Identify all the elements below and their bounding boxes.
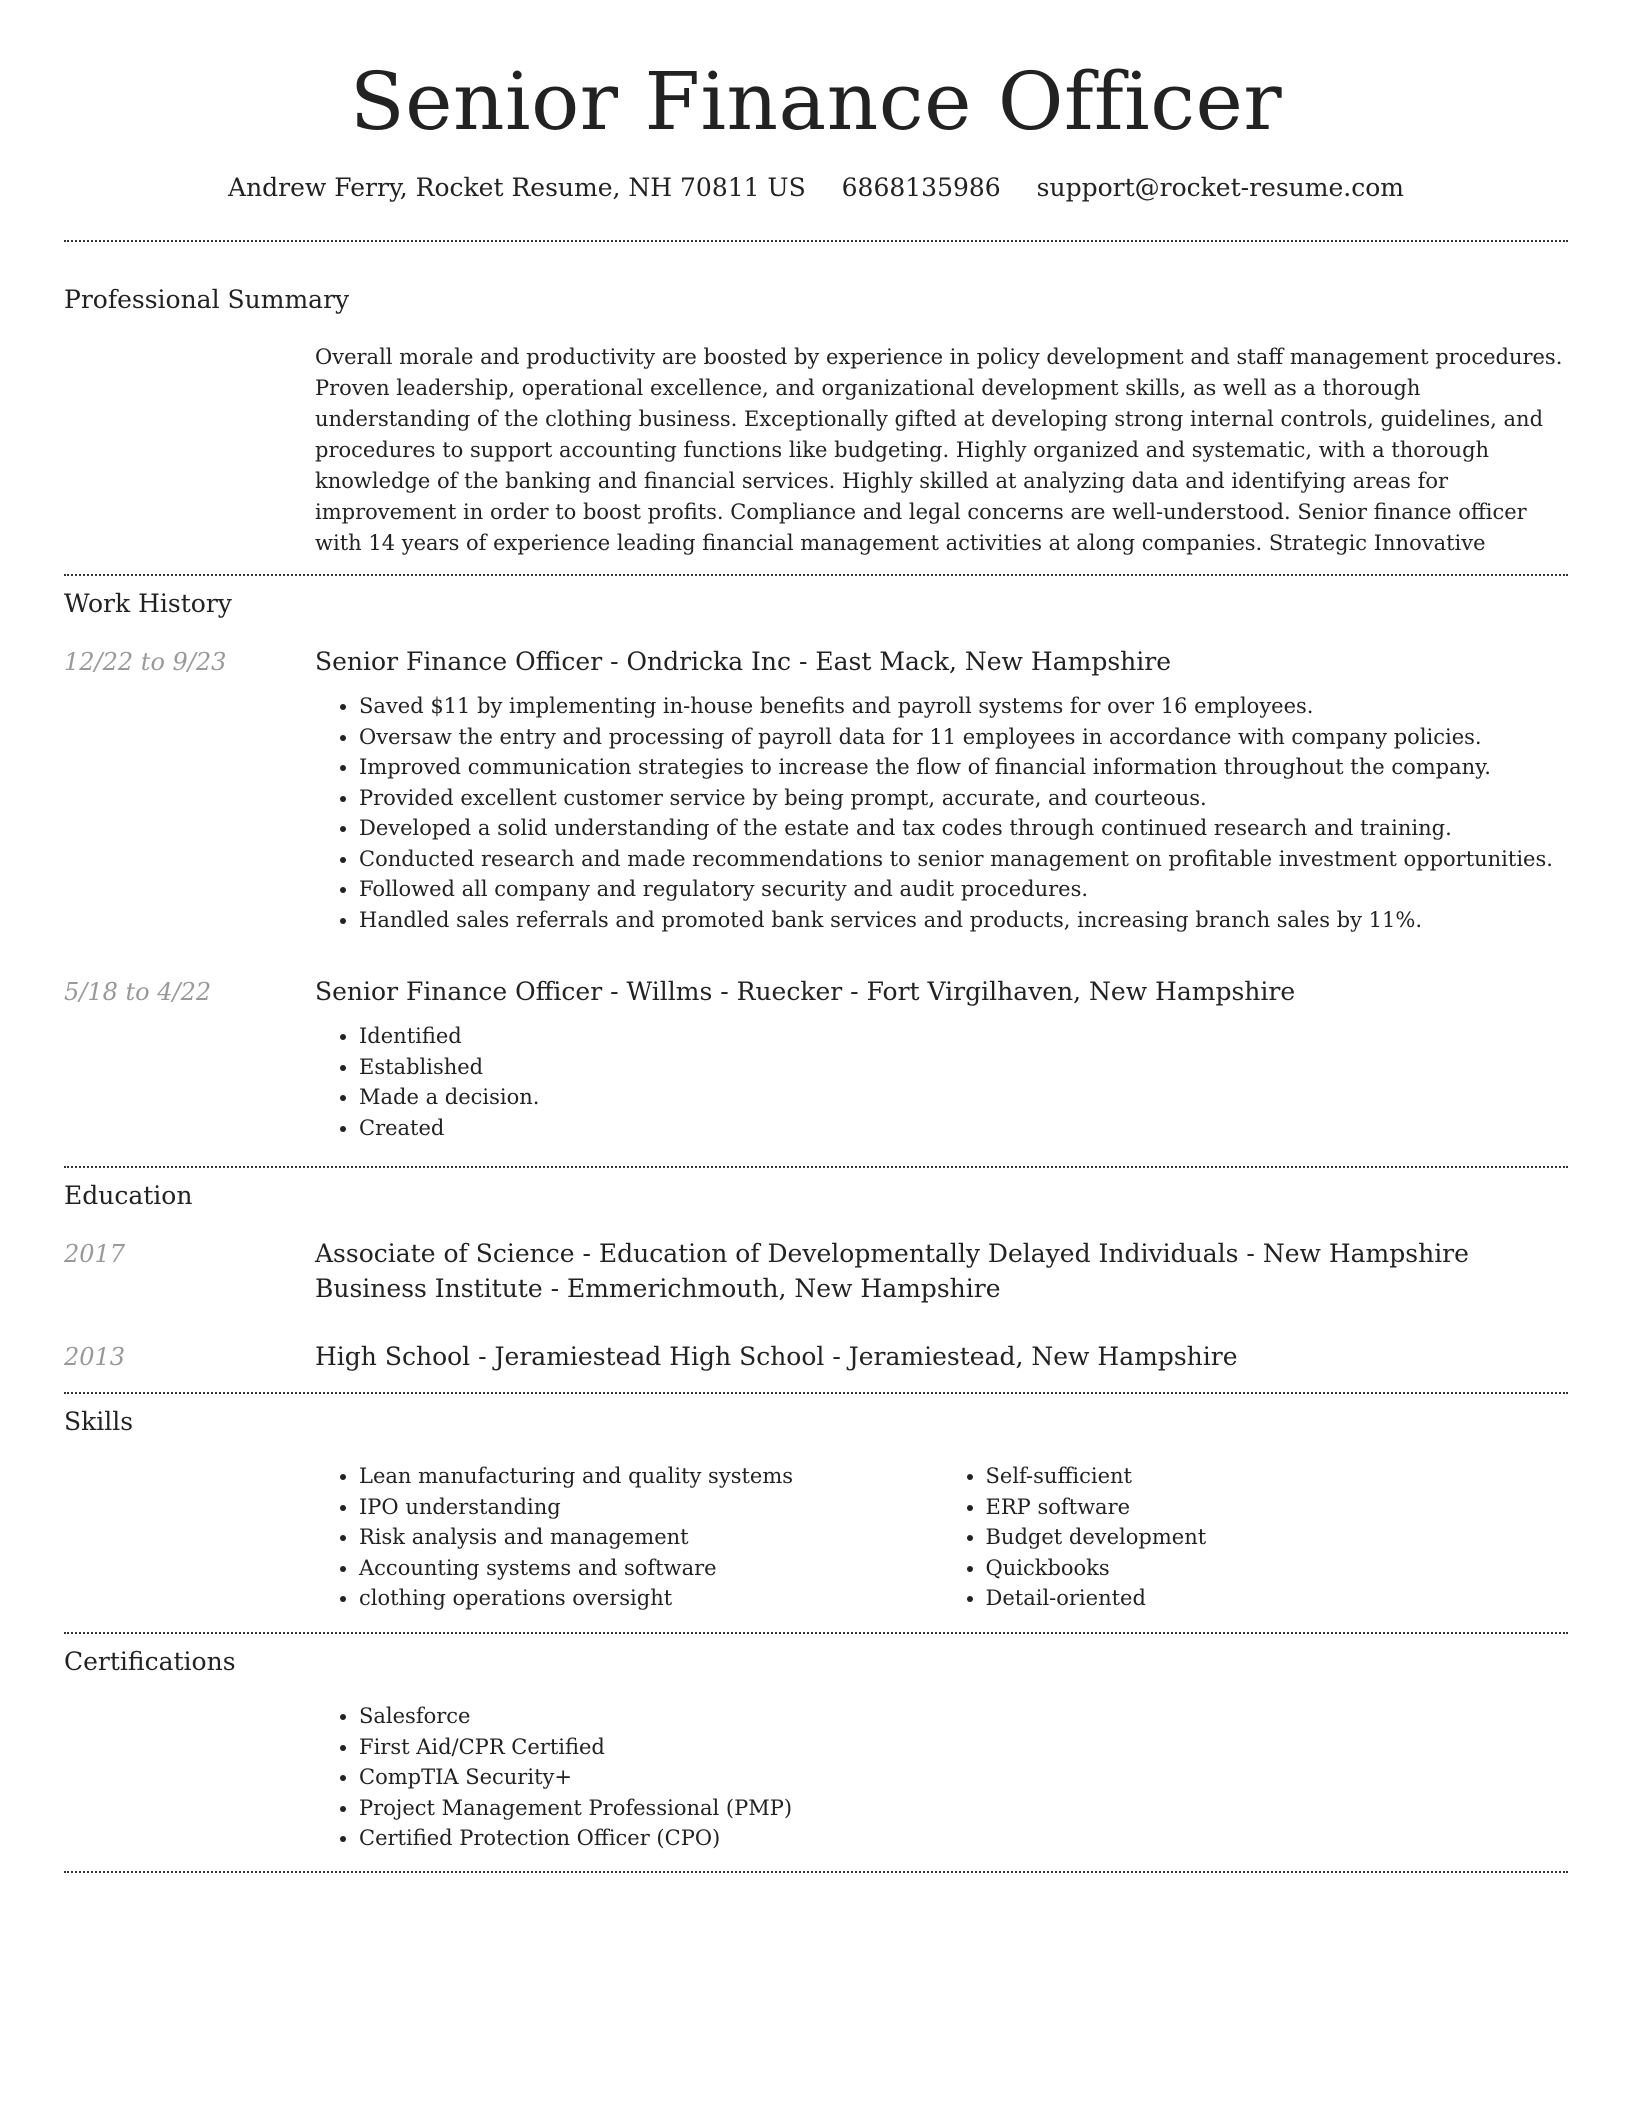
education-degree: Associate of Science - Education of Developmentally Delayed Individuals: [315, 1239, 1239, 1268]
certifications-block: [315, 1701, 1568, 1854]
skill-item: • Lean manufacturing and quality systems: [359, 1461, 942, 1492]
education-year: 2013: [64, 1343, 126, 1371]
job-bullet: • Followed all company and regulatory security and audit procedures.: [359, 874, 1568, 905]
section-divider: [64, 1871, 1568, 1873]
education-heading: Education: [64, 1181, 193, 1210]
work-heading: Work History: [64, 589, 232, 618]
skill-item: • Risk analysis and management: [359, 1522, 942, 1553]
skill-item: • IPO understanding: [359, 1492, 942, 1523]
certification-item: • CompTIA Security+: [359, 1762, 1568, 1793]
skills-column-left: [315, 1461, 942, 1614]
section-divider: [64, 240, 1568, 242]
job-bullet: • Provided excellent customer service by being prompt, accurate, and courteous.: [359, 783, 1568, 814]
certifications-list: [315, 1701, 1568, 1854]
education-school: - New Hampshire Business Institute - Emmerichmouth, New Hampshire: [315, 1239, 1469, 1303]
education-entry: [315, 1339, 1568, 1374]
contact-line: [64, 172, 1568, 204]
skill-item: • clothing operations oversight: [359, 1583, 942, 1614]
education-entry: [315, 1236, 1568, 1306]
education-heading: [315, 1339, 1568, 1374]
job-dates: 12/22 to 9/23: [64, 648, 227, 676]
contact-phone: 6868135986: [841, 173, 1001, 202]
skills-column-right: [942, 1461, 1569, 1614]
section-divider: [64, 1632, 1568, 1634]
resume-title: Senior Finance Officer: [349, 55, 1283, 148]
contact-address: Andrew Ferry, Rocket Resume, NH 70811 US: [228, 173, 806, 202]
education-heading: [315, 1236, 1568, 1306]
job-heading: Senior Finance Officer - Ondricka Inc - East Mack, New Hampshire: [315, 647, 1171, 676]
certification-item: • Project Management Professional (PMP): [359, 1793, 1568, 1824]
job-bullet: • Improved communication strategies to increase the flow of financial information throughout the company.: [359, 752, 1568, 783]
job-bullet: • Saved $11 by implementing in-house benefits and payroll systems for over 16 employees.: [359, 691, 1568, 722]
job-bullet: • Conducted research and made recommendations to senior management on profitable investment opportunities.: [359, 844, 1568, 875]
skill-item: • Budget development: [986, 1522, 1569, 1553]
contact-email: support@rocket-resume.com: [1036, 173, 1404, 202]
certification-item: • First Aid/CPR Certified: [359, 1732, 1568, 1763]
job-bullet: • Identified: [359, 1021, 1568, 1052]
job-bullet: • Handled sales referrals and promoted bank services and products, increasing branch sales by 11%.: [359, 905, 1568, 936]
skill-item: • Detail-oriented: [986, 1583, 1569, 1614]
skill-item: • Accounting systems and software: [359, 1553, 942, 1584]
job-entry: [315, 644, 1568, 935]
job-entry: [315, 974, 1568, 1143]
section-divider: [64, 1166, 1568, 1168]
education-degree: High School: [315, 1342, 471, 1371]
skills-list: [315, 1461, 1568, 1614]
certification-item: • Salesforce: [359, 1701, 1568, 1732]
skill-item: • Self-sufficient: [986, 1461, 1569, 1492]
education-year: 2017: [64, 1240, 126, 1268]
job-bullets: [315, 1021, 1568, 1143]
skill-item: • ERP software: [986, 1492, 1569, 1523]
skill-item: • Quickbooks: [986, 1553, 1569, 1584]
resume-page: [64, 0, 1568, 1850]
certification-item: • Certified Protection Officer (CPO): [359, 1823, 1568, 1854]
summary-heading: Professional Summary: [64, 285, 350, 314]
section-divider: [64, 574, 1568, 576]
skills-heading: Skills: [64, 1407, 134, 1436]
summary-text: Overall morale and productivity are boosted by experience in policy development and staff management procedures. Proven leadership, operational excellence, and organizational development skills, as well as a thorough understanding of the clothing business. Exceptionally gifted at developing strong internal controls, guidelines, and procedures to support accounting functions like budgeting. Highly organized and systematic, with a thorough knowledge of the banking and financial services. Highly skilled at analyzing data and identifying areas for improvement in order to boost profits. Compliance and legal concerns are well-understood. Senior finance officer with 14 years of experience leading financial management activities at along companies. Strategic Innovative: [315, 345, 1563, 555]
job-heading: Senior Finance Officer - Willms - Ruecker - Fort Virgilhaven, New Hampshire: [315, 977, 1296, 1006]
job-bullet: • Created: [359, 1113, 1568, 1144]
education-school: - Jeramiestead High School - Jeramiestead, New Hampshire: [470, 1342, 1238, 1371]
summary-block: [315, 342, 1568, 559]
job-bullet: • Made a decision.: [359, 1082, 1568, 1113]
job-bullet: • Established: [359, 1052, 1568, 1083]
job-bullet: • Developed a solid understanding of the estate and tax codes through continued research and training.: [359, 813, 1568, 844]
job-bullet: • Oversaw the entry and processing of payroll data for 11 employees in accordance with company policies.: [359, 722, 1568, 753]
job-bullets: [315, 691, 1568, 935]
certifications-heading: Certifications: [64, 1647, 236, 1676]
section-divider: [64, 1392, 1568, 1394]
job-dates: 5/18 to 4/22: [64, 978, 212, 1006]
